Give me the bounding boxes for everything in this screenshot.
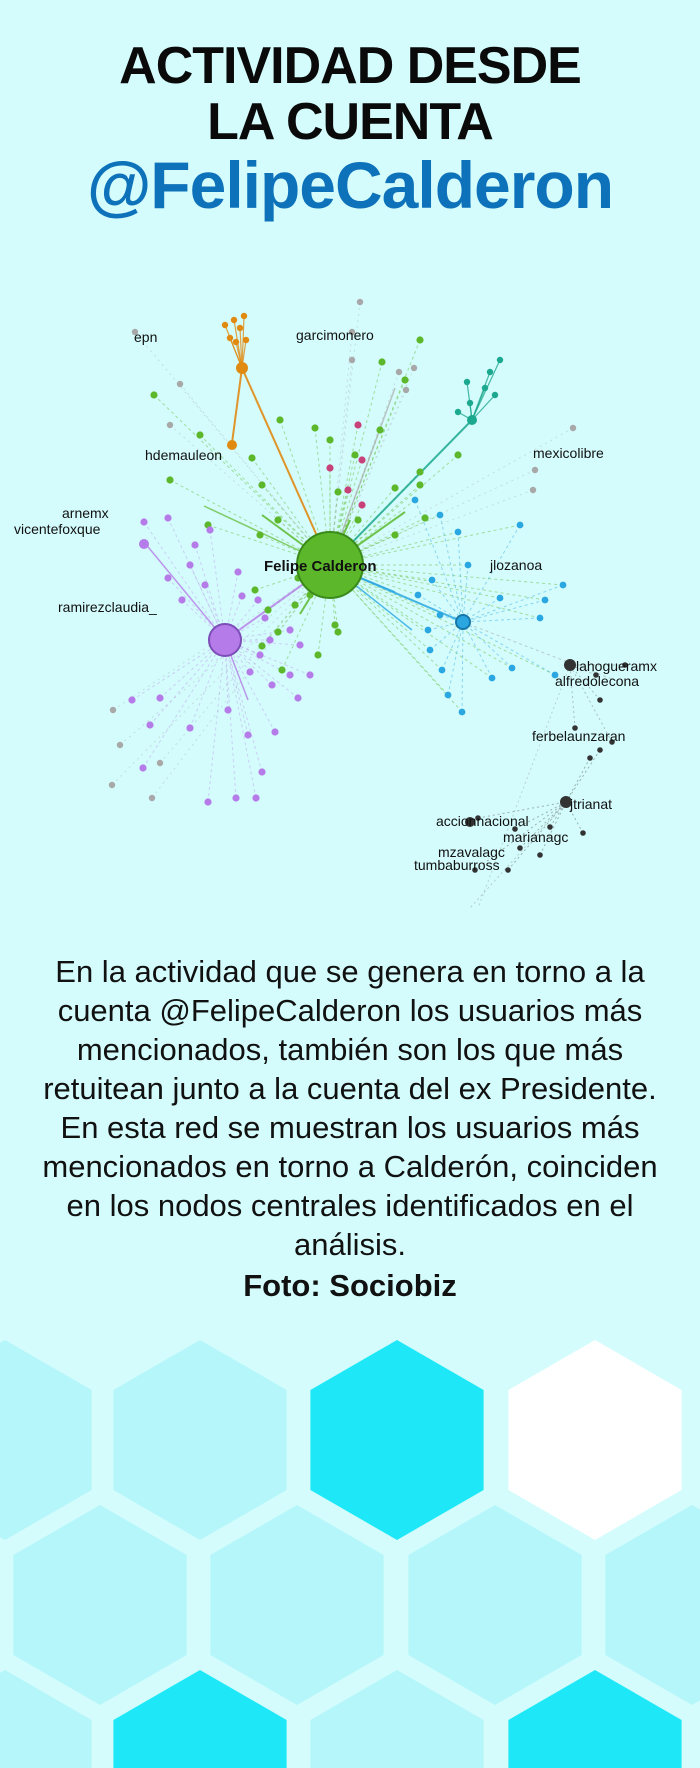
graph-node	[331, 621, 338, 628]
graph-node	[166, 476, 173, 483]
graph-node	[156, 694, 163, 701]
graph-node	[509, 665, 516, 672]
graph-node	[439, 667, 446, 674]
graph-node	[532, 467, 538, 473]
graph-node	[497, 357, 503, 363]
network-graph	[0, 280, 700, 920]
graph-node	[378, 358, 385, 365]
graph-node	[128, 696, 135, 703]
graph-node	[274, 628, 281, 635]
graph-node	[204, 798, 211, 805]
graph-node	[437, 612, 444, 619]
edge-orange-2	[232, 368, 242, 443]
graph-node	[455, 529, 462, 536]
graph-edge	[225, 640, 256, 798]
graph-node	[354, 421, 361, 428]
label-accionnacional: accionnacional	[436, 813, 529, 829]
label-ramirezclaudia: ramirezclaudia_	[58, 599, 157, 615]
graph-edge	[180, 384, 330, 565]
label-marianagc: marianagc	[503, 829, 569, 845]
graph-node	[401, 376, 408, 383]
graph-node	[241, 313, 247, 319]
graph-node	[517, 845, 523, 851]
node-ramirezclaudia	[209, 624, 241, 656]
title-line-1: ACTIVIDAD DESDE	[119, 37, 581, 95]
label-center-node: Felipe Calderon	[264, 558, 377, 575]
graph-node	[542, 597, 549, 604]
graph-node	[465, 562, 472, 569]
graph-node	[149, 795, 155, 801]
graph-nodes	[109, 299, 628, 873]
graph-node	[517, 522, 524, 529]
graph-labels	[14, 327, 657, 873]
graph-node	[274, 516, 281, 523]
label-hdemauleon: hdemauleon	[145, 447, 223, 463]
graph-edge	[566, 750, 600, 802]
graph-node	[276, 416, 283, 423]
graph-node	[231, 317, 237, 323]
label-epn: epn	[134, 329, 158, 345]
graph-node	[117, 742, 123, 748]
graph-node	[357, 299, 363, 305]
graph-node	[391, 531, 398, 538]
graph-node	[429, 577, 436, 584]
graph-node	[110, 707, 116, 713]
graph-node	[403, 387, 409, 393]
graph-node	[232, 794, 239, 801]
graph-node	[244, 731, 251, 738]
hexagon	[13, 1505, 186, 1705]
graph-node	[455, 409, 461, 415]
graph-node	[334, 628, 341, 635]
hexagon	[113, 1340, 286, 1540]
graph-node	[349, 357, 355, 363]
graph-node	[150, 391, 157, 398]
graph-node	[311, 424, 318, 431]
graph-node	[201, 581, 208, 588]
graph-node	[537, 852, 543, 858]
graph-node	[344, 486, 351, 493]
graph-edge	[472, 395, 495, 420]
graph-node	[258, 642, 265, 649]
graph-node	[537, 615, 544, 622]
graph-node	[326, 436, 333, 443]
node-dark-hub-1	[564, 659, 576, 671]
label-lahogueramx: lahogueramx	[576, 658, 657, 674]
graph-edges	[112, 302, 625, 908]
graph-node	[296, 641, 303, 648]
graph-node	[351, 451, 358, 458]
label-mzavalagc: mzavalagc	[438, 844, 505, 860]
graph-node	[186, 561, 193, 568]
graph-edge	[462, 622, 463, 712]
graph-node	[597, 747, 603, 753]
graph-node	[489, 675, 496, 682]
graph-node	[416, 336, 423, 343]
hexagon	[0, 1340, 92, 1540]
graph-edge	[463, 565, 468, 622]
graph-node	[278, 666, 285, 673]
graph-node	[416, 481, 423, 488]
graph-edge	[463, 585, 563, 622]
label-ferbelaunzaran: ferbelaunzaran	[532, 728, 626, 744]
graph-edge	[330, 340, 420, 565]
graph-node	[560, 582, 567, 589]
hexagon	[113, 1670, 286, 1768]
graph-node	[358, 456, 365, 463]
graph-node	[505, 867, 511, 873]
graph-node	[233, 339, 239, 345]
graph-node	[264, 606, 271, 613]
graph-node	[268, 681, 275, 688]
graph-node	[415, 592, 422, 599]
node-cyan-hub	[456, 615, 470, 629]
edge-purple-2	[144, 542, 225, 640]
graph-node	[497, 595, 504, 602]
node-teal-hub	[467, 415, 477, 425]
graph-node	[411, 365, 417, 371]
hexagon	[408, 1505, 581, 1705]
hexagon	[508, 1340, 681, 1540]
graph-node	[376, 426, 383, 433]
graph-node	[334, 488, 341, 495]
graph-edge	[143, 640, 225, 768]
label-alfredolecona: alfredolecona	[555, 673, 640, 689]
graph-node	[271, 728, 278, 735]
hexagon	[210, 1505, 383, 1705]
title-line-2: LA CUENTA	[207, 93, 493, 151]
graph-node	[427, 647, 434, 654]
graph-edge	[330, 565, 555, 675]
graph-edge	[458, 532, 463, 622]
graph-node	[258, 768, 265, 775]
label-jtriana: jtrianat	[570, 796, 613, 812]
graph-edge	[463, 622, 512, 668]
graph-edge	[225, 640, 262, 772]
label-vicentefoxque: vicentefoxque	[14, 521, 101, 537]
graph-node	[251, 586, 258, 593]
graph-node	[157, 760, 163, 766]
graph-node	[492, 392, 498, 398]
title-account-handle: @FelipeCalderon	[86, 148, 614, 222]
graph-node	[487, 369, 493, 375]
graph-node	[421, 514, 428, 521]
graph-node	[587, 755, 593, 761]
graph-node	[291, 601, 298, 608]
graph-node	[256, 651, 263, 658]
node-vicentefoxque	[139, 539, 149, 549]
page-title	[0, 37, 700, 222]
graph-node	[416, 468, 423, 475]
graph-node	[177, 381, 183, 387]
label-mexicolibre: mexicolibre	[533, 445, 604, 461]
graph-node	[464, 379, 470, 385]
graph-node	[252, 794, 259, 801]
graph-node	[248, 454, 255, 461]
graph-node	[222, 322, 228, 328]
graph-node	[164, 514, 171, 521]
graph-edge	[154, 395, 330, 565]
graph-node	[391, 484, 398, 491]
graph-node	[139, 764, 146, 771]
graph-node	[597, 697, 603, 703]
graph-edge	[463, 525, 520, 622]
photo-credit: Foto: Sociobiz	[243, 1268, 457, 1303]
hexagon	[605, 1505, 700, 1705]
graph-node	[261, 614, 268, 621]
label-tumbaburross: tumbaburross	[414, 857, 500, 873]
graph-node	[258, 481, 265, 488]
graph-edge	[463, 622, 492, 678]
graph-node	[256, 531, 263, 538]
graph-node	[580, 830, 586, 836]
graph-node	[167, 422, 173, 428]
graph-node	[482, 385, 488, 391]
hexagon	[508, 1670, 681, 1768]
graph-node	[326, 464, 333, 471]
hexagon	[310, 1670, 483, 1768]
graph-node	[286, 626, 293, 633]
graph-node	[234, 568, 241, 575]
graph-node	[243, 337, 249, 343]
graph-node	[178, 596, 185, 603]
graph-node	[294, 694, 301, 701]
node-orange-hub	[236, 362, 248, 374]
label-jlozanoa: jlozanoa	[490, 557, 543, 573]
graph-node	[246, 668, 253, 675]
graph-node	[570, 425, 576, 431]
graph-node	[238, 592, 245, 599]
graph-node	[191, 541, 198, 548]
hexagon	[310, 1340, 483, 1540]
graph-node	[425, 627, 432, 634]
graph-node	[437, 512, 444, 519]
graph-node	[412, 497, 419, 504]
node-hdemauleon	[227, 440, 237, 450]
graph-edge	[144, 522, 225, 640]
graph-node	[237, 325, 243, 331]
graph-node	[266, 636, 273, 643]
graph-node	[286, 671, 293, 678]
graph-node	[530, 487, 536, 493]
graph-node	[396, 369, 402, 375]
graph-node	[467, 400, 473, 406]
label-arnemx: arnemx	[62, 505, 109, 521]
graph-node	[196, 431, 203, 438]
graph-node	[186, 724, 193, 731]
graph-node	[445, 692, 452, 699]
graph-node	[206, 526, 213, 533]
graph-node	[146, 721, 153, 728]
graph-node	[224, 706, 231, 713]
graph-node	[314, 651, 321, 658]
graph-node	[459, 709, 466, 716]
graph-node	[227, 335, 233, 341]
hexagon-decoration	[0, 1320, 700, 1768]
graph-node	[164, 574, 171, 581]
graph-node	[306, 671, 313, 678]
graph-node	[354, 516, 361, 523]
graph-node	[454, 451, 461, 458]
label-garcimonero: garcimonero	[296, 327, 374, 343]
description-text: En la actividad que se genera en torno a la cuenta @FelipeCalderon los usuarios más mencionados, también son los que más retuitean junto a la cuenta del ex Presidente. En esta red se muestran los usuarios más mencionados en torno a Calderón, coinciden en los nodos centrales identificados en el análisis.	[42, 954, 658, 1262]
graph-node	[140, 518, 147, 525]
graph-node	[254, 596, 261, 603]
graph-node	[109, 782, 115, 788]
graph-node	[358, 501, 365, 508]
